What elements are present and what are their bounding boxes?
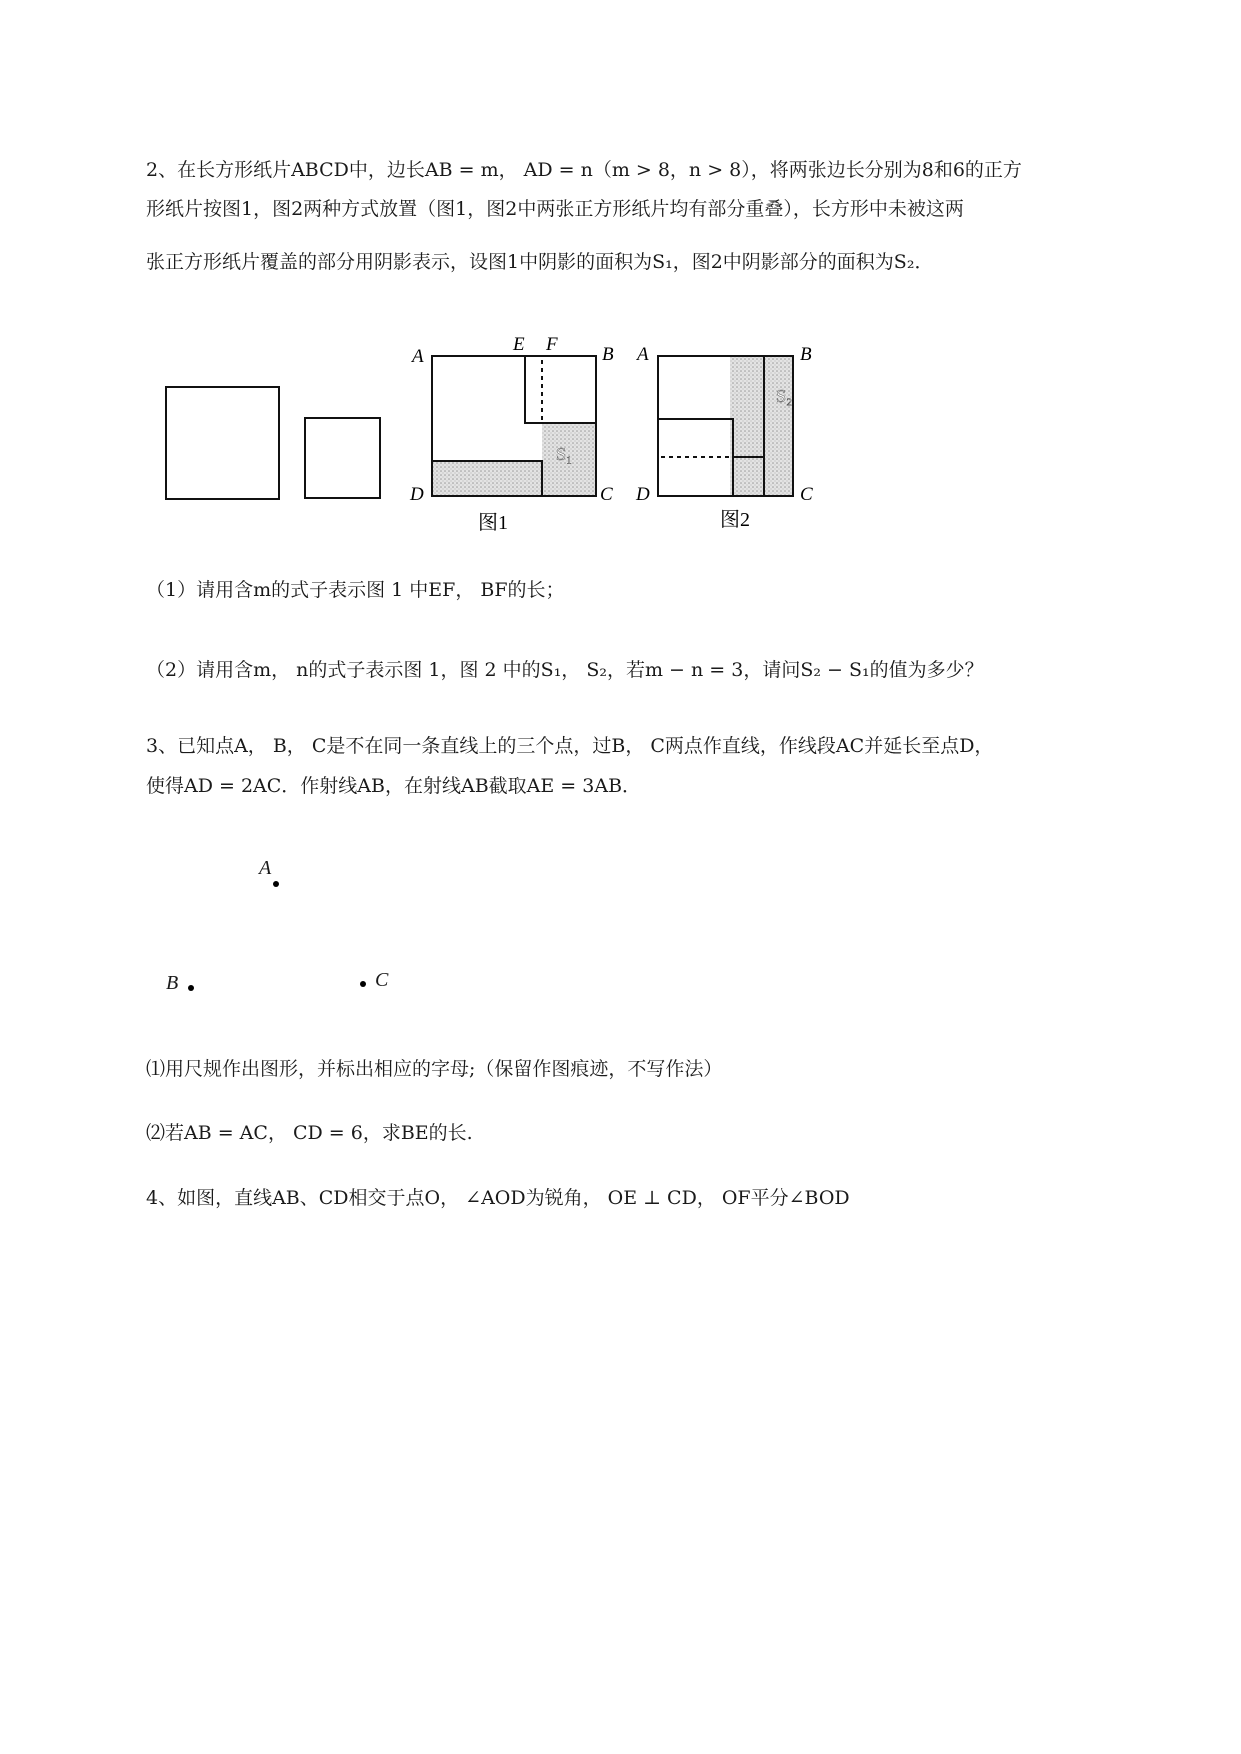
fig1-label-E: E (513, 334, 525, 355)
q2-line-2: 形纸片按图1，图2两种方式放置（图1，图2中两张正方形纸片均有部分重叠），长方形中未被这两 (146, 198, 964, 220)
q3-part-2: ⑵若AB = AC， CD = 6，求BE的长. (146, 1122, 473, 1144)
fig1-caption: 图1 (478, 512, 508, 534)
fig1-label-C: C (600, 484, 613, 505)
fig1-label-A: A (412, 346, 424, 367)
fig1-label-B: B (602, 344, 614, 365)
fig2-label-A: A (637, 344, 649, 365)
q3-label-B: B (166, 972, 179, 994)
fig2-caption: 图2 (720, 509, 750, 531)
q3-part-1: ⑴用尺规作出图形，并标出相应的字母;（保留作图痕迹，不写作法） (146, 1058, 723, 1080)
fig2-label-B: B (800, 344, 812, 365)
q3-label-A: A (259, 857, 272, 879)
fig2-label-S2: S₂ (776, 386, 793, 406)
q2-figures (0, 330, 1241, 590)
q2-part-1: （1）请用含m的式子表示图 1 中EF， BF的长； (146, 579, 565, 601)
q2-line-3: 张正方形纸片覆盖的部分用阴影表示，设图1中阴影的面积为S₁，图2中阴影部分的面积为S₂． (146, 251, 934, 273)
q3-line-2: 使得AD = 2AC．作射线AB，在射线AB截取AE = 3AB． (146, 775, 642, 797)
q3-line-1: 3、已知点A， B， C是不在同一条直线上的三个点，过B， C两点作直线，作线段AC并延长至点D， (146, 735, 994, 757)
q3-dot-A (273, 881, 279, 887)
q4-line-1: 4、如图，直线AB、CD相交于点O， ∠AOD为锐角， OE ⊥ CD， OF平分∠BOD (146, 1187, 850, 1209)
q3-dot-C (360, 981, 366, 987)
q2-part-2: （2）请用含m， n的式子表示图 1，图 2 中的S₁， S₂，若m − n = 3，请问S₂ − S₁的值为多少？ (146, 659, 984, 681)
square-6 (305, 418, 380, 498)
fig2-label-C: C (800, 484, 813, 505)
fig1-label-D: D (410, 484, 424, 505)
figure-2 (635, 344, 813, 531)
fig1-label-F: F (546, 334, 558, 355)
fig2-label-D: D (636, 484, 650, 505)
figure-1 (409, 334, 614, 534)
q3-label-C: C (375, 969, 389, 991)
square-8 (166, 387, 279, 499)
fig1-label-S1: S₁ (556, 444, 573, 464)
q3-dot-B (188, 985, 194, 991)
q2-line-1: 2、在长方形纸片ABCD中，边长AB = m， AD = n（m > 8，n > 8），将两张边长分别为8和6的正方 (146, 159, 1022, 181)
